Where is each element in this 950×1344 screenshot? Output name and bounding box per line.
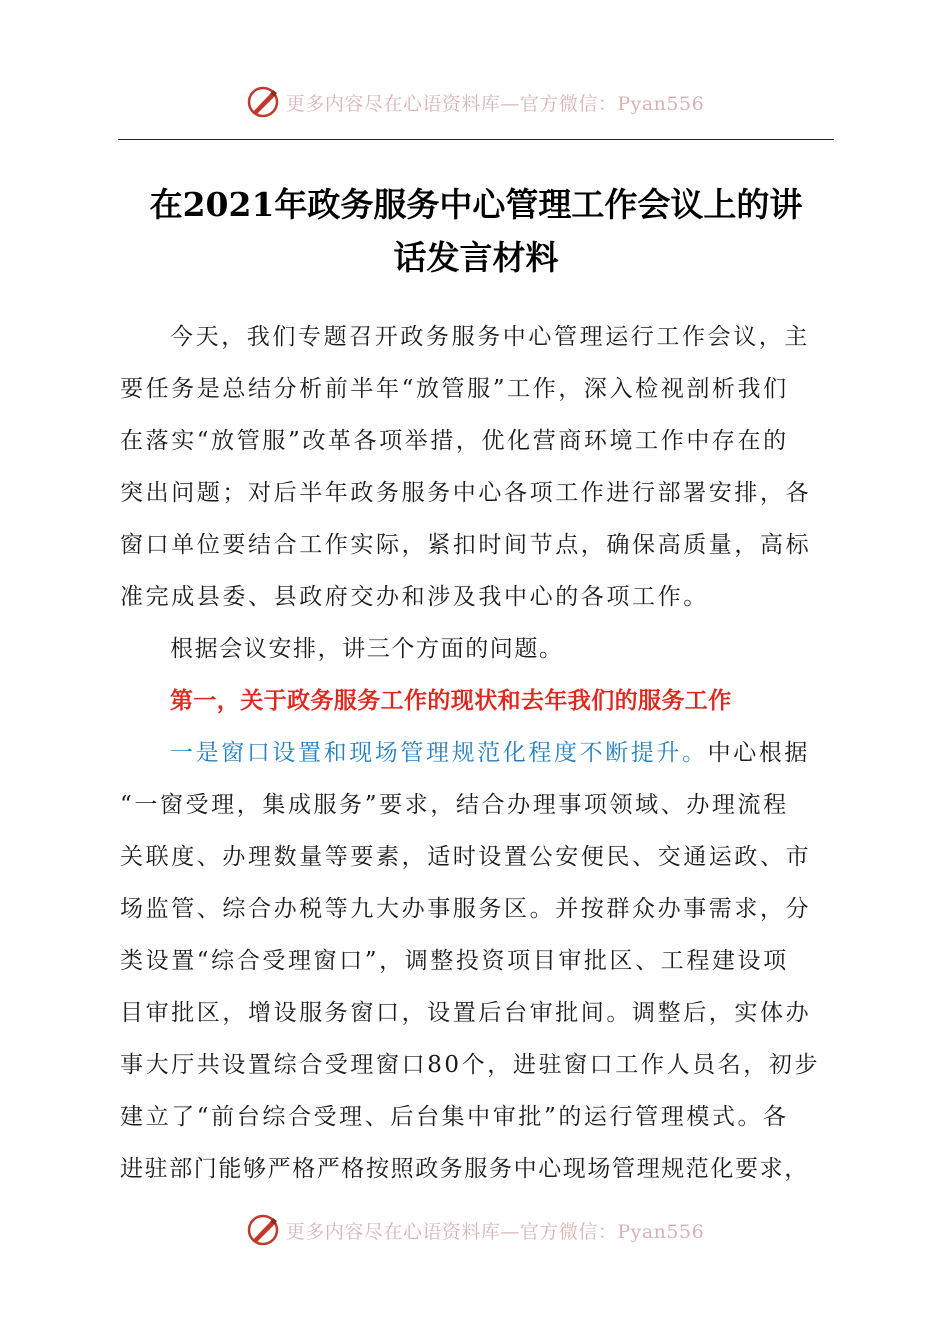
- subheading-tail: 中心根据: [707, 740, 811, 766]
- paragraph-line: 根据会议安排，讲三个方面的问题。: [170, 636, 564, 662]
- header-banner-text: 更多内容尽在心语资料库—官方微信：Pyan556: [285, 92, 705, 115]
- document-body: [120, 311, 835, 1195]
- paragraph-line: 类设置“综合受理窗口”，调整投资项目审批区、工程建设项: [120, 948, 789, 974]
- paragraph-line: 突出问题；对后半年政务服务中心各项工作进行部署安排，各: [120, 480, 812, 506]
- subheading: 一是窗口设置和现场管理规范化程度不断提升。: [170, 740, 708, 766]
- paragraph-line: 事大厅共设置综合受理窗口80个，进驻窗口工作人员名，初步: [120, 1052, 821, 1078]
- paragraph-line: 进驻部门能够严格严格按照政务服务中心现场管理规范化要求，: [120, 1156, 809, 1182]
- pen-logo-icon: [246, 1213, 280, 1247]
- header-banner: [0, 82, 950, 122]
- paragraph-line: 今天，我们专题召开政务服务中心管理运行工作会议，主: [170, 324, 810, 350]
- footer-banner-text: 更多内容尽在心语资料库—官方微信：Pyan556: [285, 1220, 705, 1243]
- subheading-line: [120, 727, 835, 779]
- paragraph-line: “一窗受理，集成服务”要求，结合办理事项领域、办理流程: [120, 792, 789, 818]
- paragraph-line: 要任务是总结分析前半年“放管服”工作，深入检视剖析我们: [120, 376, 789, 402]
- footer-banner: [0, 1210, 950, 1250]
- paragraph-line: 关联度、办理数量等要素，适时设置公安便民、交通运政、市: [120, 844, 812, 870]
- header-divider: [118, 139, 834, 140]
- title-line: 在2021年政务服务中心管理工作会议上的讲: [149, 185, 803, 224]
- paragraph-line: 目审批区，增设服务窗口，设置后台审批间。调整后，实体办: [120, 1000, 812, 1026]
- paragraph-line: 窗口单位要结合工作实际，紧扣时间节点，确保高质量，高标: [120, 532, 812, 558]
- title-line: 话发言材料: [393, 238, 559, 277]
- paragraph-line: 在落实“放管服”改革各项举措，优化营商环境工作中存在的: [120, 428, 789, 454]
- document-title: [118, 178, 834, 284]
- paragraph-line: 场监管、综合办税等九大办事服务区。并按群众办事需求，分: [120, 896, 812, 922]
- paragraph-line: 建立了“前台综合受理、后台集中审批”的运行管理模式。各: [120, 1104, 789, 1130]
- pen-logo-icon: [246, 85, 280, 119]
- paragraph-line: 准完成县委、县政府交办和涉及我中心的各项工作。: [120, 584, 709, 610]
- section-heading: 第一，关于政务服务工作的现状和去年我们的服务工作: [170, 688, 732, 714]
